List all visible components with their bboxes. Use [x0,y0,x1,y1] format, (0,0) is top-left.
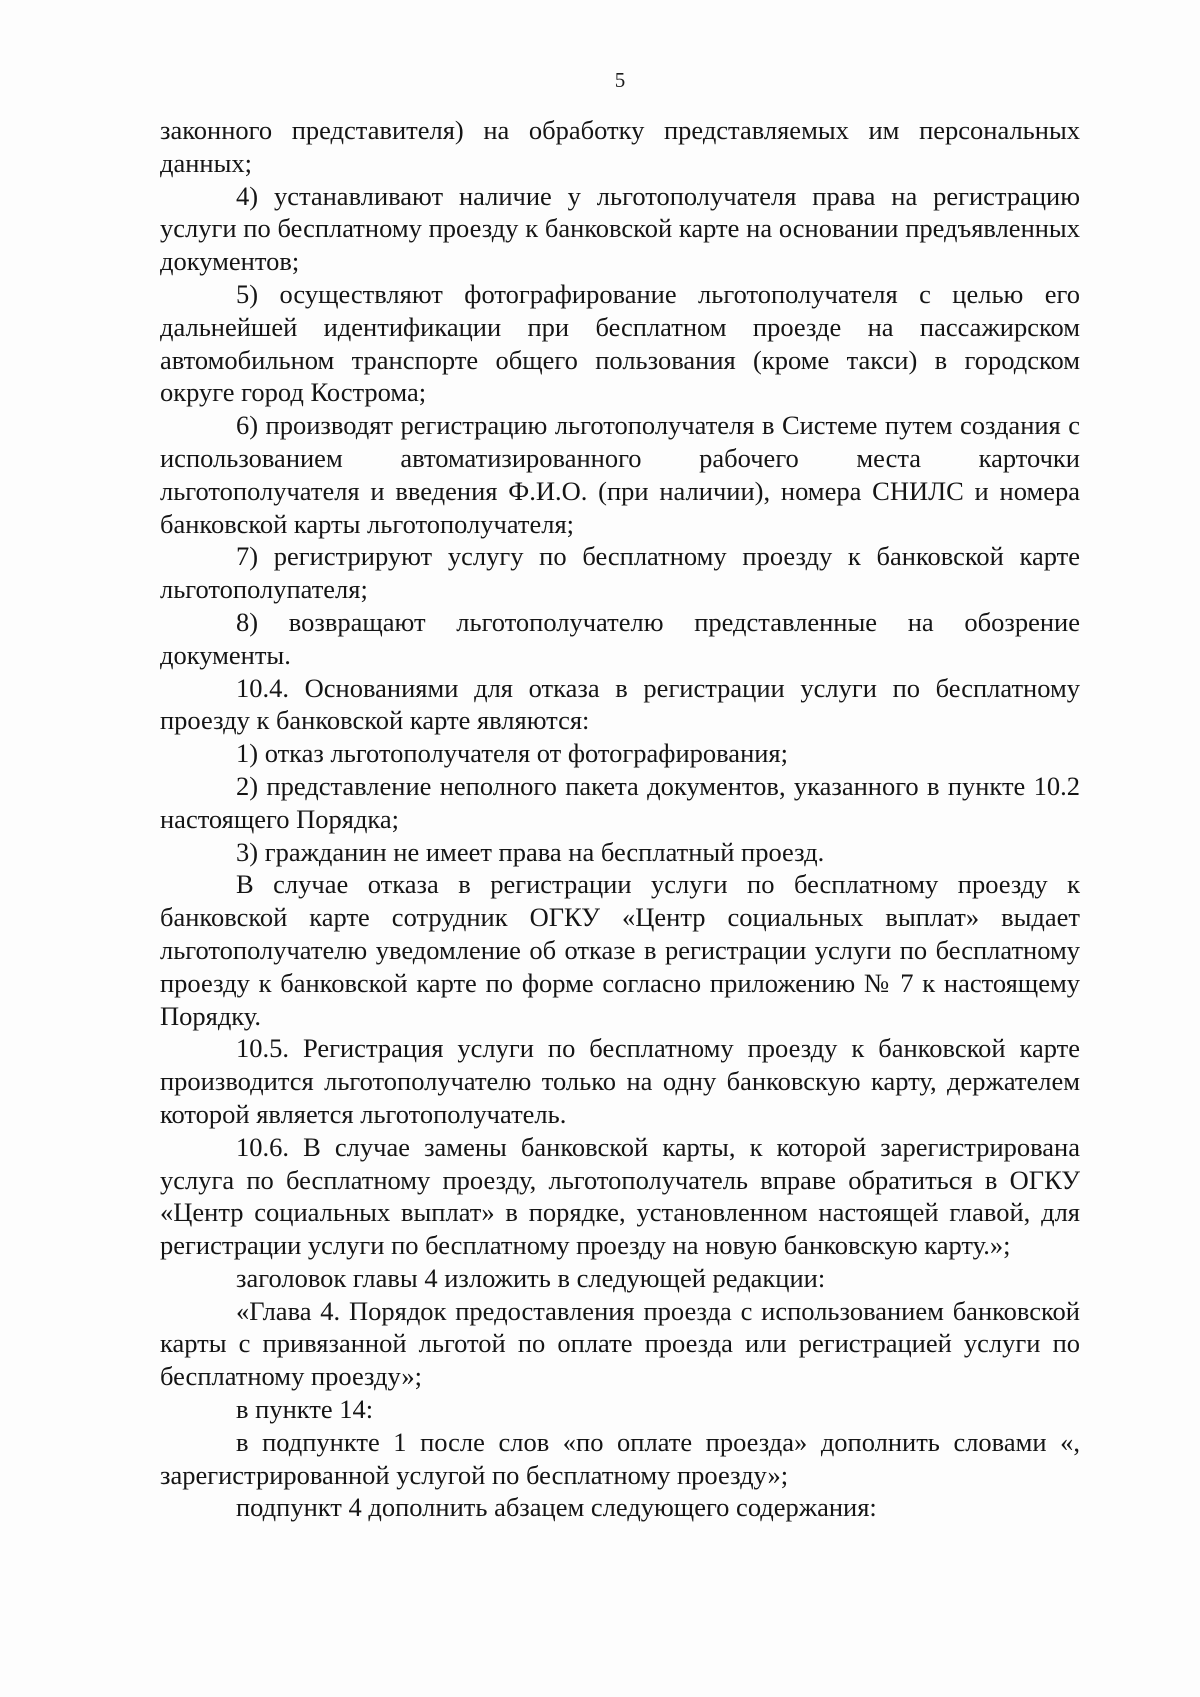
paragraph-18: подпункт 4 дополнить абзацем следующего содержания: [236,1492,877,1523]
paragraph-5: 7) регистрируют услугу по бесплатному проезду к банковской карте льготополупателя; [160,541,1080,605]
paragraph-15: «Глава 4. Порядок предоставления проезда с использованием банковской карты с привязанной льготой по оплате проезда или регистрацией услуги по бесплатному проезду»; [160,1295,1080,1392]
paragraph-1: законного представителя) на обработку представляемых им персональных данных; [160,115,1080,178]
paragraph-11: В случае отказа в регистрации услуги по бесплатному проезду к банковской карте сотрудник ОГКУ «Центр социальных выплат» выдает льготополучателю уведомление об отказе в регистрации услуги по бесплатному проезду к банковской карте по форме согласно приложению № 7 к настоящему Порядку. [160,869,1080,1031]
paragraph-8: 1) отказ льготополучателя от фотографирования; [236,738,788,769]
paragraph-17: в подпункте 1 после слов «по оплате проезда» дополнить словами «, зарегистрированной услугой по бесплатному проезду»; [160,1426,1080,1490]
paragraph-14: заголовок главы 4 изложить в следующей редакции: [236,1262,826,1293]
paragraph-9: 2) представление неполного пакета документов, указанного в пункте 10.2 настоящего Порядка; [160,770,1080,834]
paragraph-6: 8) возвращают льготополучателю представленные на обозрение документы. [160,606,1080,670]
paragraph-13: 10.6. В случае замены банковской карты, к которой зарегистрирована услуга по бесплатному проезду, льготополучатель вправе обратиться в ОГКУ «Центр социальных выплат» в порядке, установленном настоящей главой, для регистрации услуги по бесплатному проезду на новую банковскую карту.»; [160,1131,1080,1261]
page-number: 5 [614,68,626,92]
paragraph-16: в пункте 14: [236,1394,374,1425]
paragraph-7: 10.4. Основаниями для отказа в регистрации услуги по бесплатному проезду к банковской карте являются: [160,672,1080,736]
paragraph-2: 4) устанавливают наличие у льготополучателя права на регистрацию услуги по бесплатному проезду к банковской карте на основании предъявленных документов; [160,180,1080,277]
paragraph-4: 6) производят регистрацию льготополучателя в Системе путем создания с использованием автоматизированного рабочего места карточки льготополучателя и введения Ф.И.О. (при наличии), номера СНИЛС и номера банковской карты льготополучателя; [160,410,1080,539]
document-body [160,114,1080,1524]
paragraph-10: 3) гражданин не имеет права на бесплатный проезд. [236,836,825,867]
paragraph-3: 5) осуществляют фотографирование льготополучателя с целью его дальнейшей идентификации при бесплатном проезде на пассажирском автомобильном транспорте общего пользования (кроме такси) в городском округе город Кострома; [160,278,1080,408]
paragraph-12: 10.5. Регистрация услуги по бесплатному проезду к банковской карте производится льготополучателю только на одну банковскую карту, держателем которой является льготополучатель. [160,1033,1080,1129]
